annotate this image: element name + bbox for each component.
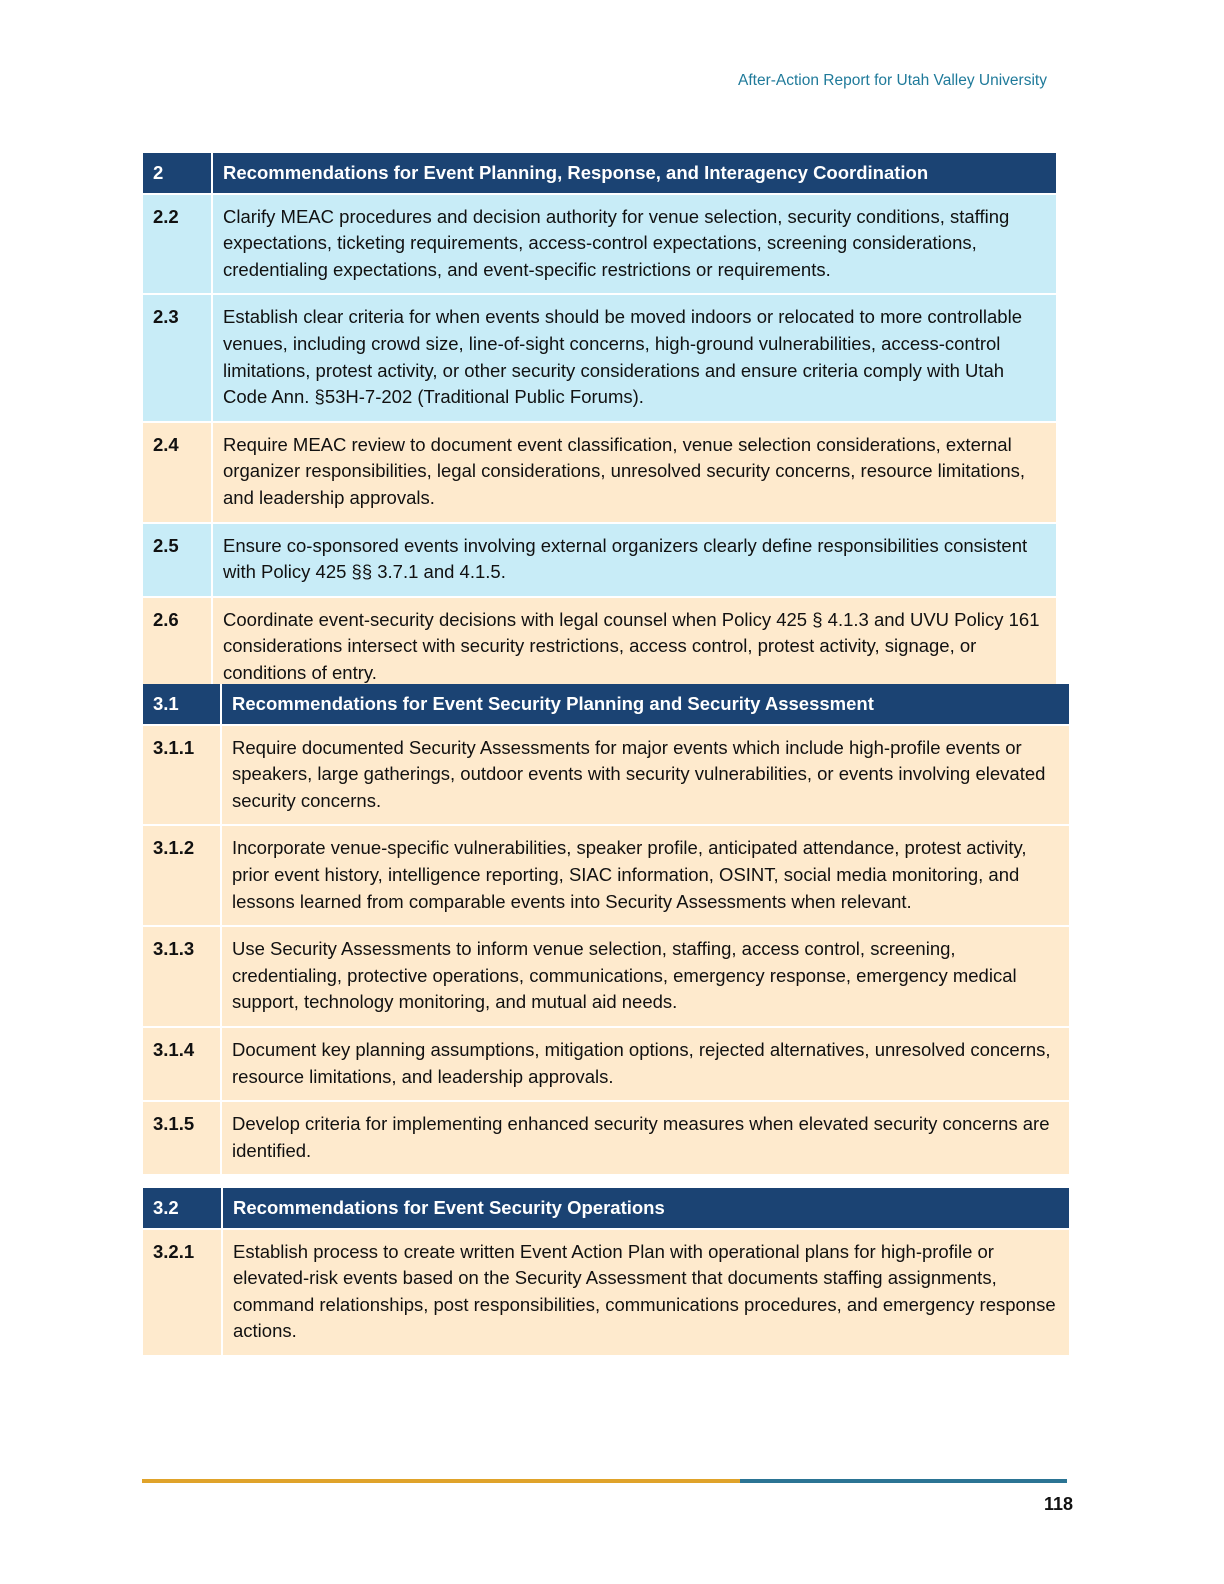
table-row [143, 726, 1069, 825]
recommendation-text: Establish process to create written Event Action Plan with operational plans for high-profile or elevated-risk events based on the Security Assessment that documents staffing assignments, command relationships, post responsibilities, communications procedures, and emergency response actions. [223, 1230, 1069, 1355]
section-number: 3.1 [143, 684, 222, 724]
section-number: 2 [143, 153, 213, 193]
table-row [143, 1102, 1069, 1174]
recommendation-text: Require documented Security Assessments for major events which include high-profile events or speakers, large gatherings, outdoor events with security vulnerabilities, or events involving elevated security concerns. [222, 726, 1069, 825]
recommendation-number: 2.3 [143, 295, 213, 420]
section-number: 3.2 [143, 1188, 223, 1228]
recommendation-number: 3.2.1 [143, 1230, 223, 1355]
table-row [143, 927, 1069, 1026]
recommendation-text: Develop criteria for implementing enhanced security measures when elevated security concerns are identified. [222, 1102, 1069, 1174]
recommendations-table-3-1 [143, 682, 1069, 1176]
running-header: After-Action Report for Utah Valley University [738, 72, 1047, 89]
table-row [143, 1028, 1069, 1100]
recommendation-number: 3.1.5 [143, 1102, 222, 1174]
recommendation-text: Incorporate venue-specific vulnerabilities, speaker profile, anticipated attendance, protest activity, prior event history, intelligence reporting, SIAC information, OSINT, social media monitoring, and lessons learned from comparable events into Security Assessments when relevant. [222, 826, 1069, 925]
recommendation-number: 3.1.4 [143, 1028, 222, 1100]
recommendation-number: 2.4 [143, 423, 213, 522]
recommendation-number: 3.1.1 [143, 726, 222, 825]
table-row [143, 826, 1069, 925]
table-row [143, 1230, 1069, 1355]
recommendation-text: Use Security Assessments to inform venue selection, staffing, access control, screening, credentialing, protective operations, communications, emergency response, emergency medical support, technology monitoring, and mutual aid needs. [222, 927, 1069, 1026]
table-row [143, 195, 1056, 294]
recommendation-number: 2.2 [143, 195, 213, 294]
section-title: Recommendations for Event Security Operations [223, 1188, 1069, 1228]
recommendation-number: 3.1.3 [143, 927, 222, 1026]
recommendation-number: 3.1.2 [143, 826, 222, 925]
table-header-row [143, 1188, 1069, 1228]
section-title: Recommendations for Event Planning, Response, and Interagency Coordination [213, 153, 1056, 193]
recommendations-table-3-2 [143, 1186, 1069, 1357]
recommendation-text: Coordinate event-security decisions with legal counsel when Policy 425 § 4.1.3 and UVU Policy 161 considerations intersect with security restrictions, access control, protest activity, signage, or conditions of entry. [213, 598, 1056, 697]
recommendation-number: 2.6 [143, 598, 213, 697]
recommendation-text: Establish clear criteria for when events should be moved indoors or relocated to more controllable venues, including crowd size, line-of-sight concerns, high-ground vulnerabilities, access-control limitations, protest activity, or other security considerations and ensure criteria comply with Utah Code Ann. §53H-7-202 (Traditional Public Forums). [213, 295, 1056, 420]
table-row [143, 423, 1056, 522]
footer-rule-teal [740, 1479, 1067, 1483]
table-header-row [143, 153, 1056, 193]
table-row [143, 295, 1056, 420]
page-number: 118 [1043, 1494, 1073, 1514]
footer-rule-gold [142, 1479, 740, 1483]
recommendation-text: Clarify MEAC procedures and decision authority for venue selection, security conditions, staffing expectations, ticketing requirements, access-control expectations, screening considerations, credentialing expectations, and event-specific restrictions or requirements. [213, 195, 1056, 294]
recommendations-table-2 [143, 151, 1056, 699]
section-title: Recommendations for Event Security Planning and Security Assessment [222, 684, 1069, 724]
recommendation-text: Ensure co-sponsored events involving external organizers clearly define responsibilities consistent with Policy 425 §§ 3.7.1 and 4.1.5. [213, 524, 1056, 596]
recommendation-text: Require MEAC review to document event classification, venue selection considerations, external organizer responsibilities, legal considerations, unresolved security concerns, resource limitations, and leadership approvals. [213, 423, 1056, 522]
recommendation-text: Document key planning assumptions, mitigation options, rejected alternatives, unresolved concerns, resource limitations, and leadership approvals. [222, 1028, 1069, 1100]
table-row [143, 524, 1056, 596]
table-header-row [143, 684, 1069, 724]
recommendation-number: 2.5 [143, 524, 213, 596]
